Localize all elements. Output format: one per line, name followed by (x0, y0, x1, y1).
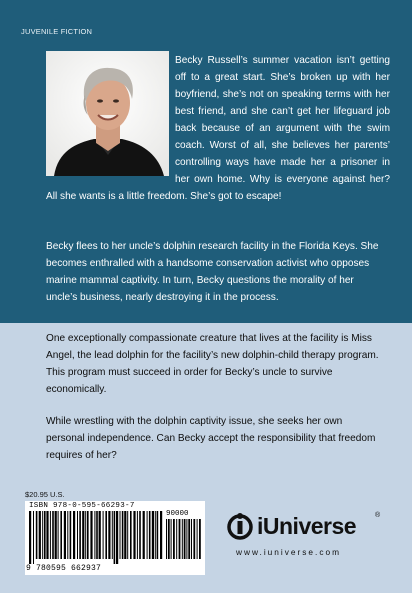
isbn-label: ISBN 978-0-595-66293-7 (29, 502, 135, 510)
description-paragraph-4: While wrestling with the dolphin captivity issue, she seeks her own personal independence. Can Becky accept the responsibility that freedom requires of her? (46, 416, 376, 461)
ean-barcode (29, 511, 163, 566)
addon-number: 90000 (166, 510, 189, 518)
publisher-logo (227, 510, 397, 550)
registered-mark: ® (375, 512, 381, 519)
description-paragraph-1: Becky Russell’s summer vacation isn’t getting off to a great start. She’s broken up with her boyfriend, she’s not on speaking terms with her best friend, and she can’t get her lifeguard job back because of an argument with the swim coach. Worst of all, she believes her parents’ controlling ways have made her a prisoner in her own home. Why is everyone against her? All she wants is a little freedom. She’s got to escape! (46, 55, 390, 202)
publisher-url: www.iuniverse.com (236, 547, 342, 557)
publisher-name: iUniverse (257, 513, 357, 539)
description-paragraph-2: Becky flees to her uncle’s dolphin research facility in the Florida Keys. She becomes enthralled with a handsome conservation activist who opposes marine mammal captivity. In turn, Becky questions the morality of her uncle’s business, nearly destroying it in the process. (46, 241, 379, 303)
iuniverse-logo-icon (227, 512, 253, 540)
category-label: JUVENILE FICTION (21, 27, 93, 36)
price-label: $20.95 U.S. (25, 490, 65, 499)
ean-number: 9 780595 662937 (26, 564, 102, 573)
description-paragraph-3: One exceptionally compassionate creature that lives at the facility is Miss Angel, the lead dolphin for the facility’s new dolphin-child therapy program. This program must succeed in order for Becky’s uncle to survive economically. (46, 333, 379, 395)
addon-barcode (166, 519, 202, 564)
barcode-box (25, 501, 205, 575)
